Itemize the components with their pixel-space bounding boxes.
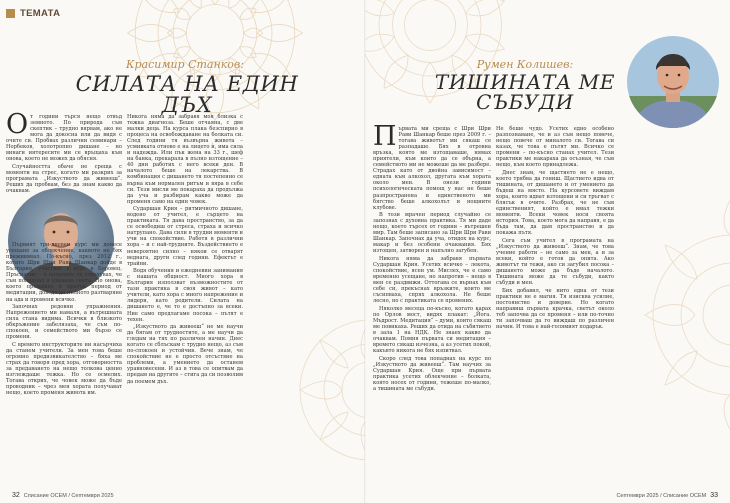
left-author-name: Красимир Станков: bbox=[125, 58, 245, 71]
left-paragraph-1 bbox=[6, 109, 122, 163]
left-column-2 bbox=[127, 114, 243, 498]
left-paragraph-4: Започнах редовни упражнения. Напрежението ми намаля, а вътрешната сила стана видима. Всички в близкото обкръжение забелязаха, че съм по-спокоен, и семейството ми бързо се промени. bbox=[6, 304, 122, 341]
right-column-1 bbox=[373, 121, 491, 498]
right-c2-paragraph-4: Бих добавил, че нито една от тези практики не е магия. Тя изисква усилие, постоянство и доверие. Но когато направиш първата крачка, светът около теб започва да се променя – или по-точно ти започваш да го виждаш по различен начин. И това е най-голямият подарък. bbox=[496, 287, 614, 330]
left-c2-paragraph-2: Сударшан Крия – ритмичното дишане, водено от учител, е сърцето на практиката. Тя дава пространство, за да се освободиш от стреса, страха и всичко натрупано. Дава сили в трудни моменти и учи на спокойствие. Работя в различни хора – и с най-трудните. Въздействието е невероятно силно – някои се отварят веднага, други след години. Ефектът е трайни. bbox=[127, 206, 243, 267]
right-dropcap: П bbox=[373, 121, 397, 152]
right-author-name: Румен Колишев: bbox=[476, 58, 574, 71]
left-headline-text: СИЛАТА НА ЕДИН ДЪХ bbox=[75, 72, 299, 118]
square-bullet-icon bbox=[6, 9, 15, 18]
right-author-photo bbox=[627, 36, 719, 128]
left-column-1 bbox=[6, 109, 122, 498]
mandala-corner-ornament-icon bbox=[615, 135, 730, 495]
right-page bbox=[365, 0, 730, 503]
left-c2-paragraph-4: „Изкуството да живееш“ не ме научи да бягам от трудностите, а ме научи да гледам на тях по различен начин. Днес когато се сблъскам с трудно нещо, аз съм по-спокоен и устойчив. Вече знам, че спокойствие не е просто отсъствие на проблеми, а умението да останем уравновесени. И аз в това се опитвам да предам на другите – стига да си позволим да поемем дъх. bbox=[127, 324, 243, 385]
right-paragraph-4: Няколко месеца по-късно, когато карах по Орлов мост, видях плакат: „Йога. Мъдрост. Медитация“ – думи, които сякаш ме повикаха. Реших да отида на събитието в зала 1 на НДК. Не знаех какво да очаквам. Помня първата си медитация – времето сякаш изчезна, а аз усетих покой, какъвто никога не бях изпитвал. bbox=[373, 305, 491, 355]
right-headline-line-1: ТИШИНАТА МЕ bbox=[434, 70, 616, 94]
right-headline-line-2: СЪБУДИ bbox=[476, 90, 574, 115]
left-paragraph-5: С времето инструкторите ни насърчиха да станем учители. За мен това беше огромно предизвикателство – бяха ме страх да говоря пред хора, отговорността за предаването на нещо толкова ценно изглеждаше тежка. Но се осмелих. Тогава открих, че човек може да бъде проводник – чрез мен хората получават нещо, което променя живота им. bbox=[6, 341, 122, 397]
left-paragraph-2: Случайността обаче не среща с моменти на стрес, когато ми разкрих за програмата „Изкуството да живееш“. Реших да пробвам, без да знам какво да очаквам. bbox=[6, 163, 122, 195]
right-paragraph-5: Скоро след това попаднах на курс по „Изкуството да живееш“. Там научих за Сударшан Крия. Още при първата практика усетих облекчение – болката, която носех от години, тежеше по-малко, а тишината ме събуди. bbox=[373, 355, 491, 392]
right-headline bbox=[420, 72, 630, 113]
right-paragraph-3: Никога няма да забравя първата Сударшан Крия. Усетих всичко – лекота, спокойствие, ясен ум. Мислех, че е само временно усещане, но напротив – нещо в мен се раздвижи. Оттогава се върнах към себе си, прекъснах връзките, които ме съсипваха, спрях алкохола. Не беше лесно, но с практиката се промених. bbox=[373, 255, 491, 305]
left-paragraph-1-text: т години търся нещо отвъд земното. По природа съм скептик – трудно вярвам, ако не мога да докосна или да видя с очите си. Пробвах различни семинари – Норбеков, холотропно дишане – но винаги интересите ми се връщаха към онова, което не можех да обясня. bbox=[6, 114, 122, 163]
right-paragraph-1-text: ървата ми среща с Шри Шри Рави Шанкар беше през 2009 г. – тогава животът ми сякаш се разпадаше. Бях в отровна връзка, която ме изтощаваше, нямах приятели, към които да се обърна, а семейството ми не можеше да ме разбере. Страдах като от двойна зависимост – едната към алкохол, другата към хората около мен. В онези години психологическата помощ у нас не беше разпространена и единственото ми бягство беше алкохолът и нощните клубове. bbox=[373, 126, 491, 211]
left-dropcap: О bbox=[6, 109, 29, 140]
right-paragraph-1 bbox=[373, 121, 491, 211]
right-folio-text: Септември 2025 / Списание ОСЕМ bbox=[616, 493, 707, 499]
right-c2-paragraph-1: Не беше чудо. Усетих едно особено разпознаване, че и аз съм нещо повече, нещо повече от миналото си. Тогава си казах, че това е пътят ми. Всичко се промени – по-късно станах учител. Тези практики ме накараха да осъзная, че съм нещо, към което принадлежа. bbox=[496, 126, 614, 169]
left-c2-paragraph-1: Никога няма да забравя моя близка с тежка диагноза. Беше отчаяна, с две малки деца. На курса плака безспирно в процеса на освобождаване на болката си. След години тя възвърна живота – усмивката отново е на лицето ѝ, има сила и надежда. Или пък жена на 33 г., шеф на банка, прекарала в пълно изтощение – 40 дни работих с него всеки ден. В началото беше на лекарства. В комбинация с дишането тя постепенно се върна към нормален ритъм и вяра в себе си. Тези мисли ме покараха да продължа да уча и разбирам какво може да променя само на един човек. bbox=[127, 114, 243, 205]
left-folio-text: Списание ОСЕМ / Септември 2025 bbox=[23, 493, 114, 499]
right-paragraph-2: В този мрачен период случайно се запознах с духовна практика. Тя ми даде нещо, което търсех от години – вътрешен мир. Там беше записано за Шри Шри Рави Шанкар. Започнах да уча, отидох на курс, макар и без особени очаквания. Бях изтощен, затворен и напълно загубен. bbox=[373, 212, 491, 255]
mandala-corner-ornament-icon bbox=[250, 300, 365, 470]
left-headline bbox=[52, 74, 322, 117]
right-column-2 bbox=[496, 126, 614, 498]
right-c2-paragraph-3: Сега съм учител в програмата на „Изкуството да живееш“. Знам, че това учение работи – не само за мен, а и за всеки, който е готов да опита. Ако животът ти тежи, ако си загубил посока – дишането може да бъде началото. Тишината може да те събуди, както събуди и мен. bbox=[496, 237, 614, 287]
left-paragraph-3: Първият три-дневен курс ми донесе усещане за облекчение, каквото не бях преживявал. По-късно, през 2012 г., когато Шри Шри Рави Шанкар дойде в България, участвах в курс в Боровец. Пръснахме – в началото се страхувах, че съм попаднал в някаква секта. Но онова, което преживях в кратък период от медитации, доведе до пълното разтваряне на ада и промени всичко. bbox=[6, 242, 122, 303]
left-c2-paragraph-3: Водя обучения и ежедневни занимания с нашата общност. Много хора в България използват възможностите от тази практика в своя живот – като учители, като хора с много напрежение и лидери, като родители. Силата на дишането е, че то е достъпно за всеки. Ние само предлагаме посока – пътят е техен. bbox=[127, 268, 243, 323]
left-folio bbox=[8, 492, 114, 499]
left-page-number: 32 bbox=[12, 492, 20, 499]
right-page-number: 33 bbox=[710, 492, 718, 499]
section-header bbox=[6, 8, 60, 19]
right-c2-paragraph-2: Днес знам, че щастието не е нещо, което трябва да гониш. Щастието идва от тишината, от дишането и от умението да бъдеш на място. На курсовете виждам хора, които идват изтощени и си тръгват с блясък в очите. Разбрах, че не съм единственият, който е имал тежки моменти. Всеки човек носи своята история. Това, което мога да направя, е да бъда там, да дам пространство и да покажа пътя. bbox=[496, 169, 614, 237]
section-label: ТЕМАТА bbox=[20, 8, 61, 19]
right-folio bbox=[616, 492, 722, 499]
